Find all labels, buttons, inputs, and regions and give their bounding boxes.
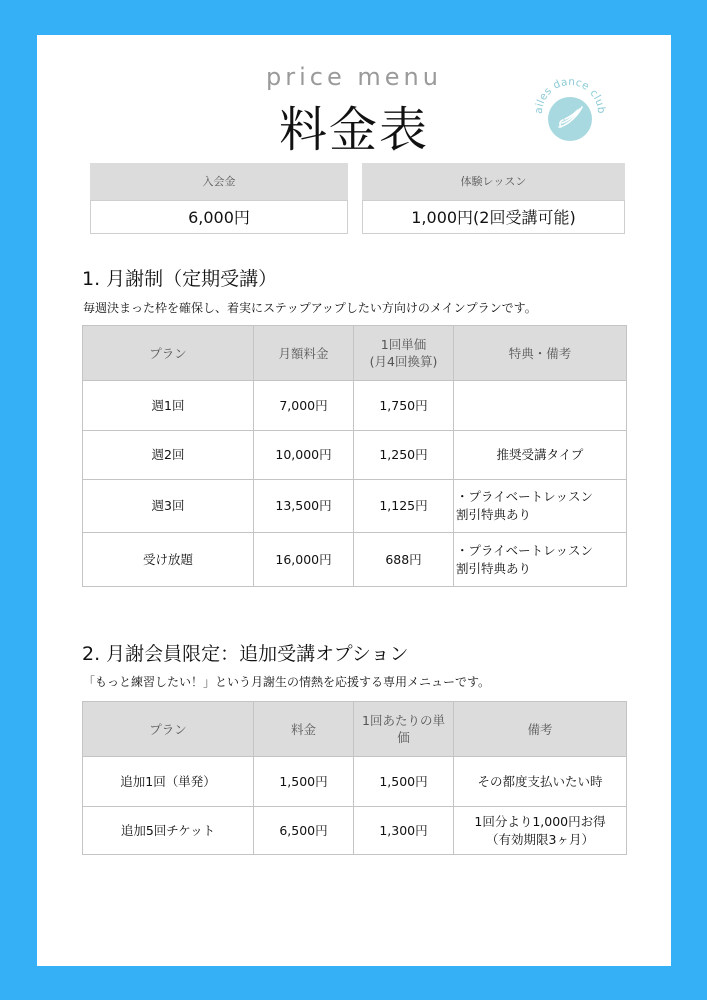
monthly-plan-table <box>82 325 627 587</box>
note-cell <box>454 381 627 431</box>
option-table <box>82 701 627 855</box>
table-row <box>83 381 627 431</box>
header-cell: 備考 <box>454 702 627 757</box>
plan-cell: 週3回 <box>83 480 254 533</box>
trial-lesson-value: 1,000円(2回受講可能) <box>362 200 625 234</box>
trial-lesson-box <box>362 163 625 234</box>
section1-description: 毎週決まった枠を確保し、着実にステップアップしたい方向けのメインプランです。 <box>83 301 537 315</box>
header-cell: 料金 <box>254 702 354 757</box>
monthly-fee-cell: 13,500円 <box>254 480 354 533</box>
note-cell: ・プライベートレッスン 割引特典あり <box>454 533 627 587</box>
entry-fee-label: 入会金 <box>90 163 348 200</box>
table-row <box>83 757 627 807</box>
subtitle: price menu <box>266 63 442 91</box>
table-row <box>83 533 627 587</box>
section1-title: 1. 月謝制（定期受講） <box>82 268 278 290</box>
monthly-fee-cell: 10,000円 <box>254 431 354 480</box>
table-header-row <box>83 326 627 381</box>
club-logo <box>532 69 608 145</box>
price-cell: 6,500円 <box>254 807 354 855</box>
entry-fee-box <box>90 163 348 234</box>
header-cell: 1回単価 (月4回換算) <box>354 326 454 381</box>
note-cell: その都度支払いたい時 <box>454 757 627 807</box>
unit-price-cell: 1,750円 <box>354 381 454 431</box>
monthly-fee-cell: 16,000円 <box>254 533 354 587</box>
table-row <box>83 480 627 533</box>
table-row <box>83 807 627 855</box>
header-cell: プラン <box>83 702 254 757</box>
header-cell: プラン <box>83 326 254 381</box>
price-sheet <box>37 35 671 966</box>
page-title: 料金表 <box>278 102 429 158</box>
note-cell: 推奨受講タイプ <box>454 431 627 480</box>
note-cell: 1回分より1,000円お得 （有効期限3ヶ月） <box>454 807 627 855</box>
plan-cell: 追加5回チケット <box>83 807 254 855</box>
header-cell: 月額料金 <box>254 326 354 381</box>
header-cell: 特典・備考 <box>454 326 627 381</box>
logo-text: ailes dance club <box>532 75 608 115</box>
table-header-row <box>83 702 627 757</box>
plan-cell: 追加1回（単発） <box>83 757 254 807</box>
trial-lesson-label: 体験レッスン <box>362 163 625 200</box>
plan-cell: 週2回 <box>83 431 254 480</box>
entry-fee-value: 6,000円 <box>90 200 348 234</box>
header-cell: 1回あたりの単 価 <box>354 702 454 757</box>
section2-title: 2. 月謝会員限定：追加受講オプション <box>82 643 409 665</box>
section2-description: 「もっと練習したい！」という月謝生の情熱を応援する専用メニューです。 <box>83 675 491 689</box>
note-cell: ・プライベートレッスン 割引特典あり <box>454 480 627 533</box>
plan-cell: 週1回 <box>83 381 254 431</box>
unit-price-cell: 1,125円 <box>354 480 454 533</box>
table-row <box>83 431 627 480</box>
unit-price-cell: 688円 <box>354 533 454 587</box>
unit-price-cell: 1,300円 <box>354 807 454 855</box>
monthly-fee-cell: 7,000円 <box>254 381 354 431</box>
unit-price-cell: 1,500円 <box>354 757 454 807</box>
price-cell: 1,500円 <box>254 757 354 807</box>
plan-cell: 受け放題 <box>83 533 254 587</box>
unit-price-cell: 1,250円 <box>354 431 454 480</box>
